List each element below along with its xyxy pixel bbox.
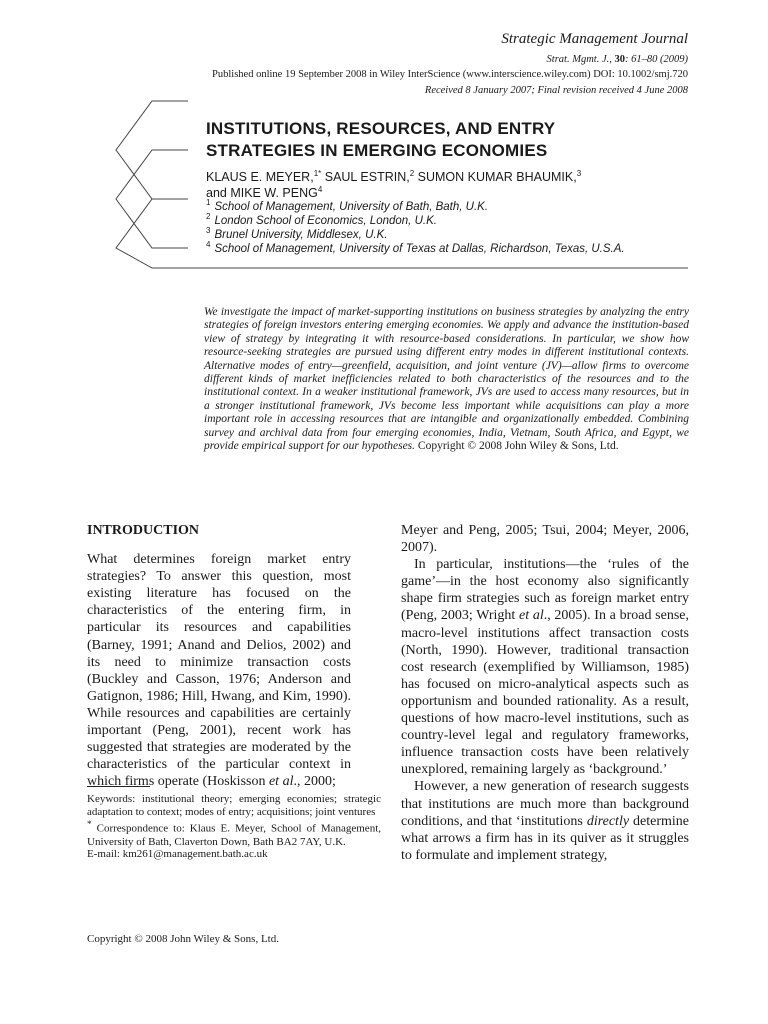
citation-prefix: Strat. Mgmt. J. bbox=[546, 54, 610, 65]
affiliation bbox=[206, 226, 387, 241]
author-name: KLAUS E. MEYER, bbox=[206, 170, 314, 185]
section-heading-introduction: INTRODUCTION bbox=[87, 523, 200, 538]
paragraph-text: However, a new generation of research suggests that institutions are much more than background conditions, and that ‘institutions bbox=[401, 779, 689, 829]
author-name: SUMON KUMAR BHAUMIK, bbox=[417, 170, 577, 185]
journal-name: Strategic Management Journal bbox=[501, 31, 688, 47]
title-line-1: INSTITUTIONS, RESOURCES, AND ENTRY bbox=[206, 119, 556, 138]
paragraph-text: ., 2000; bbox=[293, 774, 336, 790]
paragraph-text: In particular, institutions—the ‘rules of the game’—in the host economy also significantly shape firm strategies such as foreign market entry (Peng, 2003; Wright bbox=[401, 557, 689, 624]
correspondence-mark: * bbox=[87, 819, 92, 830]
affiliation-num: 2 bbox=[206, 212, 211, 221]
citation-pages: : 61–80 (2009) bbox=[625, 54, 688, 65]
body-column-right bbox=[401, 522, 689, 864]
paragraph: Meyer and Peng, 2005; Tsui, 2004; Meyer, 2006, 2007). bbox=[401, 523, 689, 556]
body-column-left bbox=[87, 522, 351, 790]
footnotes bbox=[87, 793, 381, 861]
author-sup: 2 bbox=[409, 169, 415, 178]
et-al: et al bbox=[519, 608, 544, 624]
received-dates: Received 8 January 2007; Final revision received 4 June 2008 bbox=[424, 85, 688, 96]
abstract bbox=[204, 306, 689, 453]
affiliation-text: London School of Economics, London, U.K. bbox=[214, 214, 437, 227]
affiliation-num: 3 bbox=[206, 226, 211, 235]
author-name: and MIKE W. PENG bbox=[206, 185, 318, 200]
paragraph bbox=[401, 556, 689, 778]
author-sup: 4 bbox=[317, 184, 323, 194]
emphasis: directly bbox=[586, 813, 630, 829]
affiliation bbox=[206, 198, 488, 213]
keywords: Keywords: institutional theory; emerging economies; strategic adaptation to context; modes of entry; acquisitions; joint ventures bbox=[87, 793, 381, 818]
affiliation-num: 1 bbox=[206, 198, 211, 207]
footer-copyright: Copyright © 2008 John Wiley & Sons, Ltd. bbox=[87, 933, 279, 945]
author-name: SAUL ESTRIN, bbox=[324, 170, 410, 185]
affiliation-text: School of Management, University of Texas at Dallas, Richardson, Texas, U.S.A. bbox=[214, 242, 625, 255]
abstract-body: We investigate the impact of market-supporting institutions on business strategies by analyzing the entry strategies of foreign investors entering emerging economies. We apply and advance the institution-based view of strategy by integrating it with resource-based considerations. In particular, we show how resource-seeking strategies are pursued using different entry modes in different institutional contexts. Alternative modes of entry—greenfield, acquisition, and joint venture (JV)—allow firms to overcome different kinds of market inefficiencies related to both characteristics of the resources and to the institutional context. In a weaker institutional framework, JVs are used to access many resources, but in a stronger institutional framework, JVs become less important while acquisitions can play a more important role in accessing resources that are intangible and organizationally embedded. Combining survey and archival data from four emerging economies, India, Vietnam, South Africa, and Egypt, we provide empirical support for our hypotheses. bbox=[204, 306, 689, 453]
paragraph bbox=[401, 778, 689, 863]
citation-volume: 30 bbox=[614, 54, 625, 65]
journal-citation: Strat. Mgmt. J., 30: 61–80 (2009) bbox=[546, 54, 688, 65]
publication-info: Published online 19 September 2008 in Wiley InterScience (www.interscience.wiley.com) DOI: 10.1002/smj.720 bbox=[212, 69, 688, 80]
paragraph-text: determine what arrows a firm has in its quiver as it struggles to formulate and implement strategy, bbox=[401, 813, 690, 863]
et-al: et al bbox=[268, 774, 294, 790]
affiliation-text: School of Management, University of Bath, Bath, U.K. bbox=[214, 200, 489, 213]
affiliation-num: 4 bbox=[206, 240, 211, 249]
affiliation bbox=[206, 240, 625, 255]
article-title bbox=[206, 118, 686, 162]
paragraph bbox=[87, 551, 351, 790]
affiliation-text: Brunel University, Middlesex, U.K. bbox=[214, 228, 388, 241]
email: E-mail: km261@management.bath.ac.uk bbox=[87, 848, 268, 861]
abstract-copyright: Copyright © 2008 John Wiley & Sons, Ltd. bbox=[417, 440, 619, 453]
author-sup: 1* bbox=[313, 169, 322, 178]
author-list bbox=[206, 168, 686, 199]
correspondence-text: Correspondence to: Klaus E. Meyer, School of Management, University of Bath, Claverton Down, Bath BA2 7AY, U.K. bbox=[87, 823, 381, 848]
affiliation bbox=[206, 212, 437, 227]
author-sup: 3 bbox=[576, 169, 582, 178]
correspondence bbox=[87, 818, 381, 848]
title-line-2: STRATEGIES IN EMERGING ECONOMIES bbox=[206, 141, 548, 160]
paragraph-text: ., 2005). In a broad sense, macro-level institutions affect transaction costs (North, 1990). However, traditional transaction cost research (exemplified by Williamson, 1985) has focused on micro-analytical aspects such as opportunism and bounded rationality. As a result, questions of how macro-level institutions, such as country-level legal and regulatory frameworks, influence transaction costs have been relatively unexplored, remaining largely as ‘background.’ bbox=[401, 608, 689, 778]
paragraph-text: What determines foreign market entry strategies? To answer this question, most existing literature has focused on the characteristics of the entering firm, in particular its resources and capabilities (Barney, 1991; Anand and Delios, 2002) and its need to minimize transaction costs (Buckley and Casson, 1976; Anderson and Gatignon, 1986; Hill, Hwang, and Kim, 1990). While resources and capabilities are certainly important (Peng, 2001), recent work has suggested that strategies are moderated by the characteristics of the particular context in which firms operate (Hoskisson bbox=[87, 552, 351, 790]
footnote-divider bbox=[87, 786, 150, 787]
